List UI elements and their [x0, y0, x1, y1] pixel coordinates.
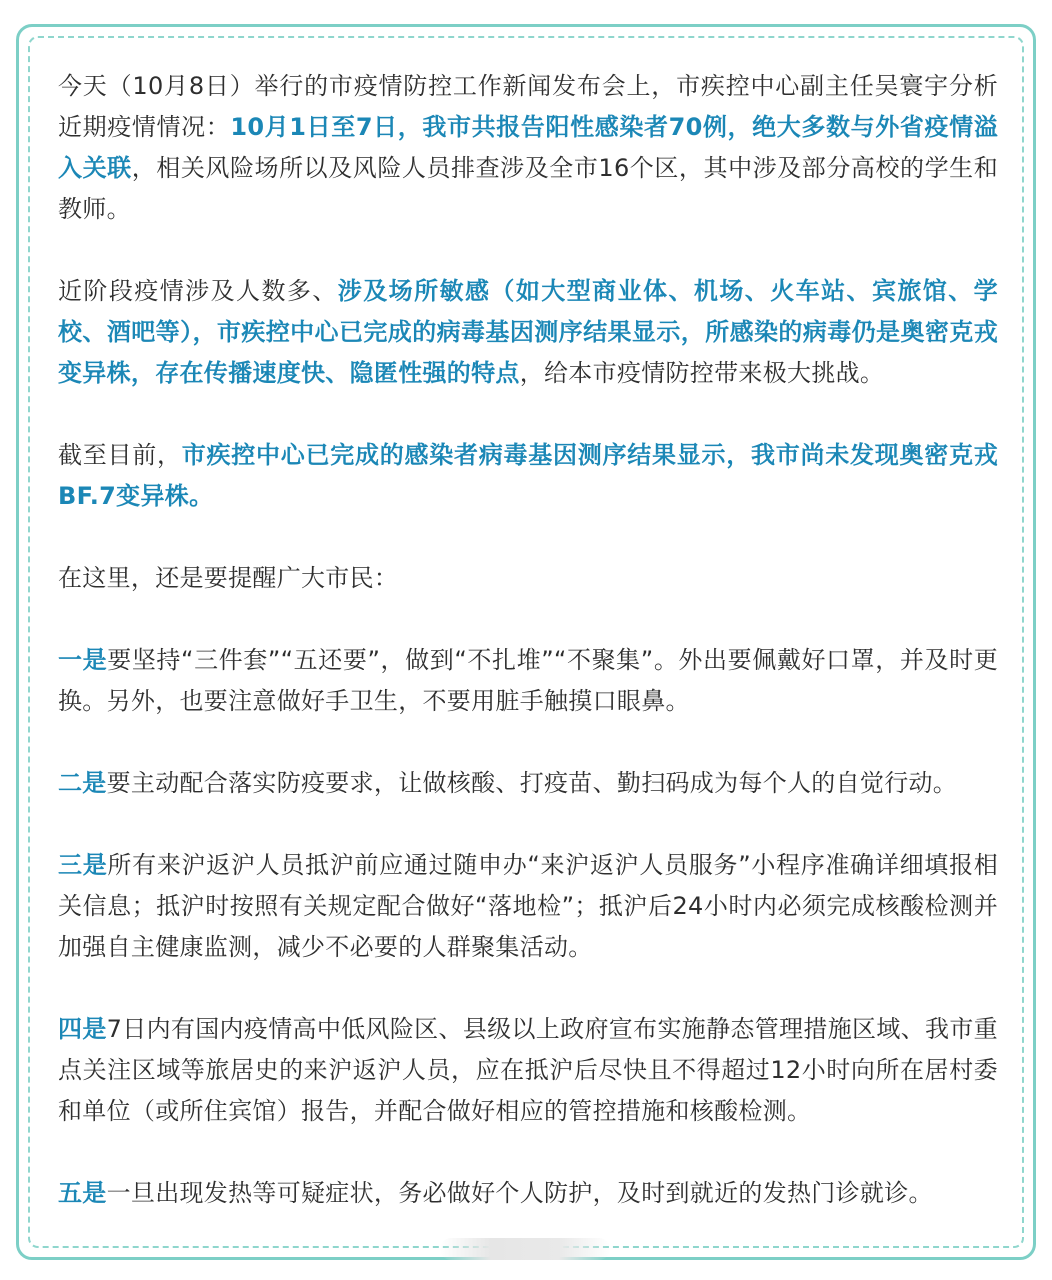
highlighted-text: 10月1日至7日，我市共报告阳性感染者70例，绝大多数与外省疫情溢入关联	[58, 113, 999, 182]
text-segment: 要坚持“三件套”“五还要”，做到“不扎堆”“不聚集”。外出要佩戴好口罩，并及时更换。另外，也要注意做好手卫生，不要用脏手触摸口眼鼻。	[58, 646, 998, 715]
point-label: 二是	[58, 769, 107, 797]
text-segment: 截至目前，	[58, 441, 182, 469]
point-label: 三是	[58, 851, 108, 879]
point-label: 一是	[58, 646, 108, 674]
text-segment: 所有来沪返沪人员抵沪前应通过随申办“来沪返沪人员服务”小程序准确详细填报相关信息；抵沪时按照有关规定配合做好“落地检”；抵沪后24小时内必须完成核酸检测并加强自主健康监测，减少不必要的人群聚集活动。	[58, 851, 998, 961]
text-segment: 在这里，还是要提醒广大市民：	[58, 564, 399, 592]
watermark	[440, 1238, 610, 1260]
text-segment: 近阶段疫情涉及人数多、	[58, 277, 338, 305]
point-label: 五是	[58, 1179, 107, 1207]
highlighted-text: 市疾控中心已完成的感染者病毒基因测序结果显示，我市尚未发现奥密克戎BF.7变异株。	[58, 441, 998, 510]
paragraph-intro	[58, 66, 998, 230]
paragraph-point-3	[58, 845, 998, 968]
highlighted-text: 涉及场所敏感（如大型商业体、机场、火车站、宾旅馆、学校、酒吧等），市疾控中心已完成的病毒基因测序结果显示，所感染的病毒仍是奥密克戎变异株，存在传播速度快、隐匿性强的特点	[58, 277, 998, 387]
paragraph-point-2	[58, 763, 998, 804]
text-segment: ，给本市疫情防控带来极大挑战。	[519, 359, 885, 387]
paragraph-situation	[58, 271, 998, 394]
text-segment: 今天（10月8日）举行的市疫情防控工作新闻发布会上，市疾控中心副主任吴寰宇分析近期疫情情况：	[58, 72, 998, 141]
paragraph-sequencing	[58, 435, 998, 517]
point-label: 四是	[58, 1015, 107, 1043]
text-segment: 要主动配合落实防疫要求，让做核酸、打疫苗、勤扫码成为每个人的自觉行动。	[106, 769, 958, 797]
text-segment: 一旦出现发热等可疑症状，务必做好个人防护，及时到就近的发热门诊就诊。	[106, 1179, 933, 1207]
paragraph-point-4	[58, 1009, 998, 1132]
paragraph-reminder	[58, 558, 998, 599]
text-segment: 7日内有国内疫情高中低风险区、县级以上政府宣布实施静态管理措施区域、我市重点关注区域等旅居史的来沪返沪人员，应在抵沪后尽快且不得超过12小时向所在居村委和单位（或所住宾馆）报告，并配合做好相应的管控措施和核酸检测。	[58, 1015, 998, 1125]
paragraph-point-1	[58, 640, 998, 722]
text-segment: ，相关风险场所以及风险人员排查涉及全市16个区，其中涉及部分高校的学生和教师。	[58, 154, 998, 223]
paragraph-point-5	[58, 1173, 998, 1214]
article-body	[58, 66, 998, 1255]
